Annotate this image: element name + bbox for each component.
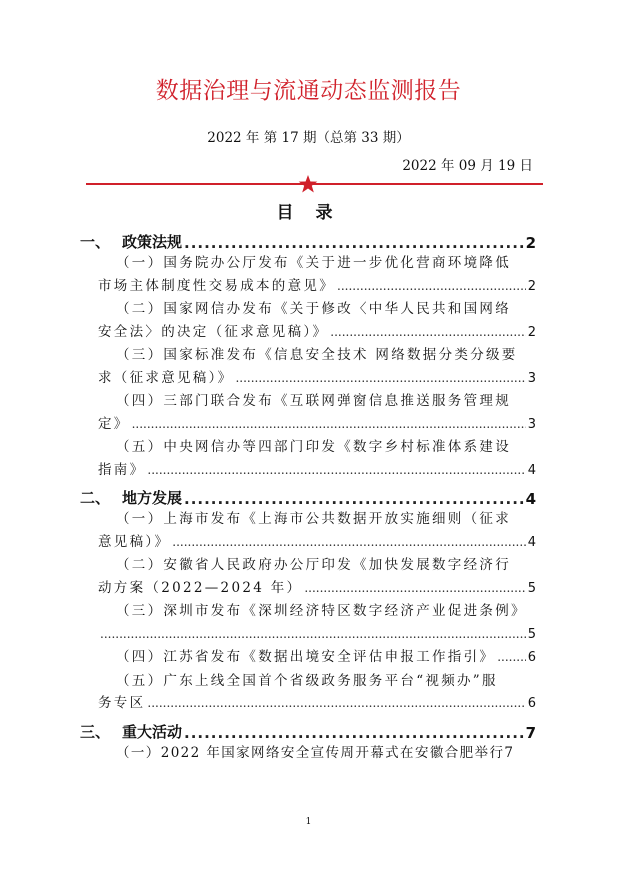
entry-line1: （一）上海市发布《上海市公共数据开放实施细则（征求	[116, 511, 511, 527]
entry-line2: （四）江苏省发布《数据出境安全评估申报工作指引》	[116, 649, 496, 665]
leader-dots	[337, 275, 526, 298]
toc-entry[interactable]	[80, 436, 536, 482]
table-of-contents	[80, 226, 536, 764]
entry-page: 6	[527, 650, 536, 665]
section-page: 7	[525, 723, 536, 742]
toc-entry[interactable]	[80, 390, 536, 436]
leader-dots	[147, 692, 525, 715]
entry-line2: 市场主体制度性交易成本的意见》	[98, 277, 335, 294]
entry-line1: （三）国家标准发布《信息安全技术 网络数据分类分级要	[116, 347, 518, 363]
entry-page: 5	[527, 626, 536, 642]
toc-entry[interactable]	[80, 298, 536, 344]
issue-number: 2022 年 第 17 期（总第 33 期）	[207, 130, 410, 146]
entry-page: 4	[527, 462, 536, 478]
entry-page: 2	[527, 278, 536, 294]
issue-date: 2022 年 09 月 19 日	[402, 158, 533, 174]
leader-dots	[132, 413, 526, 436]
entry-line1: （三）深圳市发布《深圳经济特区数字经济产业促进条例》	[116, 603, 527, 619]
entry-page: 4	[527, 534, 536, 550]
entry-page: 2	[527, 324, 536, 340]
entry-line1: （五）广东上线全国首个省级政务服务平台“视频办”服	[116, 672, 498, 689]
leader-dots	[184, 724, 524, 742]
entry-page: 5	[527, 580, 536, 596]
leader-dots	[235, 367, 525, 390]
leader-dots	[100, 623, 526, 646]
leader-dots	[304, 577, 525, 600]
section-number: 二、	[80, 489, 111, 507]
toc-entry[interactable]	[80, 508, 536, 554]
section-label: 地方发展	[122, 489, 183, 507]
section-page: 4	[525, 490, 536, 508]
section-label: 政策法规	[122, 233, 183, 251]
leader-dots	[172, 531, 525, 554]
toc-section[interactable]	[80, 226, 536, 252]
entry-line1: （一）国务院办公厅发布《关于进一步优化营商环境降低	[116, 255, 511, 271]
leader-dots	[184, 490, 524, 508]
entry-page: 3	[527, 370, 536, 386]
toc-entry[interactable]	[80, 252, 536, 298]
red-star-icon	[298, 174, 318, 194]
report-title: 数据治理与流通动态监测报告	[155, 78, 462, 104]
leader-dots	[147, 459, 525, 482]
toc-entry[interactable]	[80, 600, 536, 646]
entry-line2: 安全法〉的决定（征求意见稿）》	[98, 323, 329, 340]
toc-entry[interactable]	[80, 742, 536, 765]
entry-page: 3	[527, 416, 536, 432]
leader-dots	[184, 234, 524, 252]
entry-page: 6	[527, 696, 536, 711]
entry-line1: （二）国家网信办发布《关于修改〈中华人民共和国网络	[116, 301, 511, 317]
section-label: 重大活动	[122, 722, 183, 741]
toc-entry[interactable]	[80, 670, 536, 716]
entry-line1: （四）三部门联合发布《互联网弹窗信息推送服务管理规	[116, 393, 511, 409]
toc-entry[interactable]	[80, 344, 536, 390]
toc-entry[interactable]	[80, 646, 536, 670]
entry-line2: 意见稿）》	[98, 533, 171, 550]
entry-line2: 求（征求意见稿）》	[98, 369, 234, 386]
entry-line1: （五）中央网信办等四部门印发《数字乡村标准体系建设	[116, 439, 511, 455]
page-number: 1	[305, 817, 312, 827]
leader-dots	[330, 321, 525, 344]
leader-dots	[497, 646, 526, 669]
toc-section[interactable]	[80, 716, 536, 742]
section-page: 2	[525, 234, 536, 252]
entry-line1: （二）安徽省人民政府办公厅印发《加快发展数字经济行	[116, 557, 511, 573]
toc-section[interactable]	[80, 482, 536, 508]
toc-heading: 目 录	[276, 203, 341, 223]
entry-line2: 动方案（2022—2024 年）	[98, 579, 303, 596]
entry-line1: （一）2022 年国家网络安全宣传周开幕式在安徽合肥举行7	[116, 744, 515, 761]
entry-line2: 务专区	[98, 695, 146, 711]
entry-line2: 指南》	[98, 461, 146, 478]
section-number: 三、	[80, 722, 111, 741]
section-number: 一、	[80, 233, 111, 251]
entry-line2: 定》	[98, 415, 130, 432]
toc-entry[interactable]	[80, 554, 536, 600]
